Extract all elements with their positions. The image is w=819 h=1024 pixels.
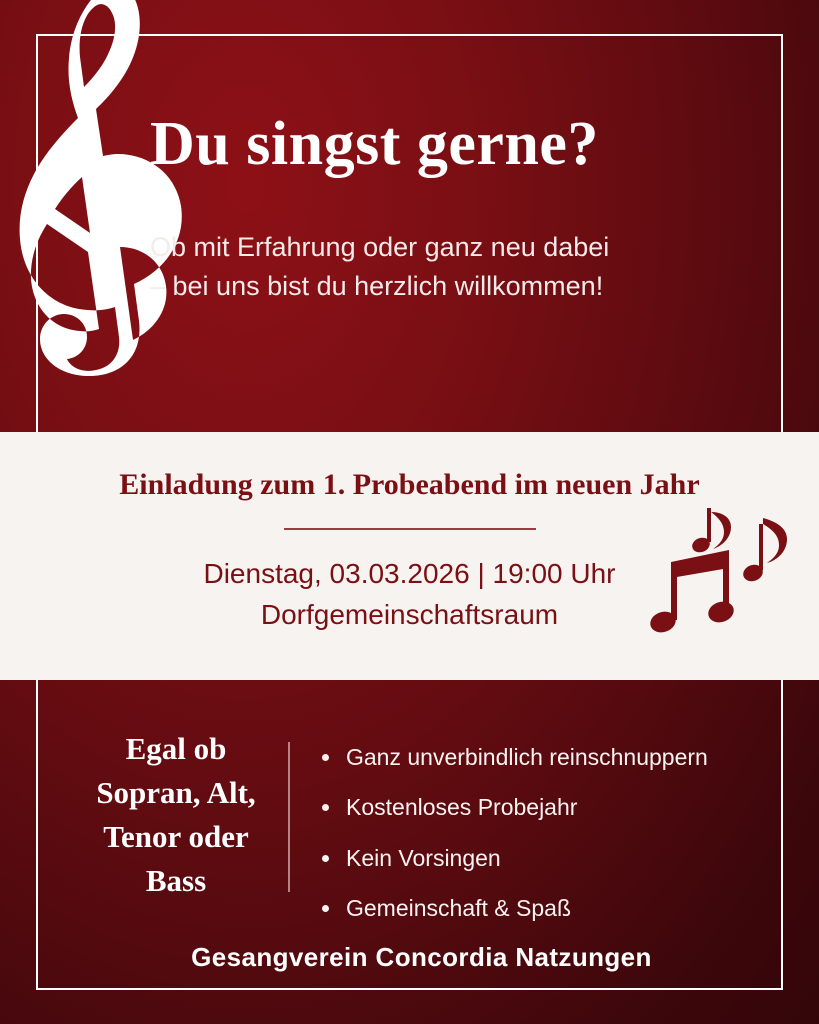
event-location: Dorfgemeinschaftsraum [260,599,559,630]
voice-parts-label: Egal ob Sopran, Alt, Tenor oder Bass [96,731,256,899]
benefits-list [316,742,786,943]
poster-bottom-section [0,680,819,1024]
organisation-name: Gesangverein Concordia Natzungen [191,942,652,972]
invitation-band [0,432,819,680]
list-item: Kein Vorsingen [316,843,786,874]
music-notes-icon [641,504,791,644]
list-item: Ganz unverbindlich reinschnuppern [316,742,786,773]
page-title: Du singst gerne? [150,110,599,178]
list-item: Kostenloses Probejahr [316,792,786,823]
subtitle [150,228,770,306]
vertical-divider [288,742,290,892]
list-item: Gemeinschaft & Spaß [316,893,786,924]
subtitle-line-1: Ob mit Erfahrung oder ganz neu dabei [150,232,610,262]
subtitle-line-2: – bei uns bist du herzlich willkommen! [150,271,604,302]
divider-rule [284,528,536,530]
event-datetime: Dienstag, 03.03.2026 | 19:00 Uhr [203,558,616,589]
invitation-title: Einladung zum 1. Probeabend im neuen Jahr [119,468,700,501]
poster-top-section [0,0,819,432]
